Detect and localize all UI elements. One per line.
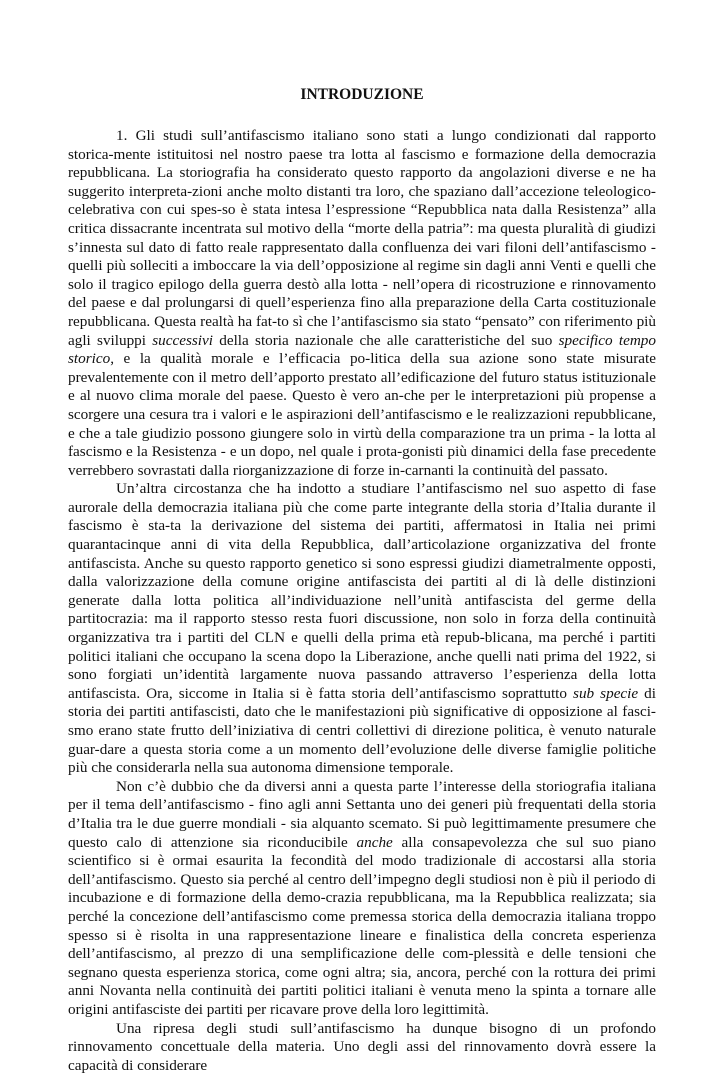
text-run: 1. Gli studi sull’antifascismo italiano sono stati a lungo condizionati dal rapporto storica-mente istituitosi nel nostro paese tra lotta al fascismo e formazione della democrazia repubblicana. La storiografia ha considerato questo rapporto da angolazioni diverse e ne ha suggerito interpreta-zioni anche molto distanti tra loro, che spaziano dall’accezione teleologico-celebrativa con cui spes-so è stata intesa l’espressione “Repubblica nata dalla Resistenza” alla critica dissacrante incentrata sul motivo della “morte della patria”: ma questa pluralità di giudizi s’innesta sul dato di fatto reale rappresentato dalla confluenza dei vari filoni dell’antifascismo - quelli più solleciti a imboccare la via dell’opposizione al regime sin dagli anni Venti e quelli che solo il tragico epilogo della guerra destò alla lotta - nell’opera di ricostruzione e rinnovamento del paese e dal prolungarsi di quell’esperienza fino alla preparazione della Carta costituzionale repubblicana. Questa realtà ha fat-to sì che l’antifascismo sia stato “pensato” con riferimento più agli sviluppi bbox=[68, 127, 656, 349]
text-run: di storia dei partiti antifascisti, dato che le manifestazioni più significative di opposizione al fasci-smo erano state frutto dell’iniziativa di centri collettivi di direzione politica, è venuto naturale guar-dare a questa storia come a un momento dell’evoluzione delle diverse famiglie politiche più che considerarla nella sua autonoma dimensione temporale. bbox=[68, 685, 656, 776]
text-run: Un’altra circostanza che ha indotto a studiare l’antifascismo nel suo aspetto di fase aurorale della democrazia italiana più che come parte integrante della storia d’Italia durante il fascismo è sta-ta la derivazione del sistema dei partiti, affermatosi in Italia nei primi quarantacinque anni di vita della Repubblica, dall’articolazione organizzativa del fronte antifascista. Anche su questo rapporto genetico si sono espressi giudizi diametralmente opposti, dalla valorizzazione della comune origine antifascista dei partiti al di là delle distinzioni generate dalla lotta politica all’individuazione nell’unità antifascista del germe della partitocrazia: ma il rapporto stesso resta fuori discussione, non solo in forza della continuità organizzativa tra i partiti del CLN e quelli della prima età repub-blicana, ma perché i partiti politici italiani che occupano la scena dopo la Liberazione, anche quelli nati prima del 1922, si sono forgiati un’identità largamente nuova passando attraverso l’esperienza della lotta antifascista. Ora, siccome in Italia si è fatta storia dell’antifascismo soprattutto bbox=[68, 480, 656, 702]
paragraph-4 bbox=[68, 1020, 656, 1075]
italic-text: sub specie bbox=[573, 685, 638, 702]
page-title: INTRODUZIONE bbox=[68, 85, 656, 105]
text-run: della storia nazionale che alle caratteristiche del suo bbox=[213, 332, 559, 349]
text-run: Una ripresa degli studi sull’antifascismo ha dunque bisogno di un profondo rinnovamento concettuale della materia. Uno degli assi del rinnovamento dovrà essere la capacità di considerare bbox=[68, 1020, 656, 1074]
text-run: , e la qualità morale e l’efficacia po-litica della sua azione sono state misurate prevalentemente con il metro dell’apporto prestato all’edificazione del futuro status istituzionale e al nuovo clima morale del paese. Questo è vero an-che per le interpretazioni più propense a scorgere una cesura tra i valori e le aspirazioni dell’antifascismo e le realizzazioni repubblicane, e che a tale giudizio possono giungere solo in virtù della comparazione tra un prima - la lotta al fascismo e la Resistenza - e un dopo, nel quale i prota-gonisti più dinamici della fase precedente verrebbero sovrastati dalla riorganizzazione di forze in-carnanti la continuità del passato. bbox=[68, 350, 656, 479]
paragraph-1 bbox=[68, 127, 656, 480]
body-text bbox=[68, 127, 656, 1075]
document-page bbox=[68, 85, 656, 1075]
paragraph-3 bbox=[68, 778, 656, 1020]
italic-text: successivi bbox=[152, 332, 213, 349]
paragraph-2 bbox=[68, 480, 656, 778]
text-run: alla consapevolezza che sul suo piano scientifico si è ormai esaurita la fecondità del modo tradizionale di accostarsi alla storia dell’antifascismo. Questo sia perché al centro dell’impegno degli studiosi non è più il periodo di incubazione e di formazione della demo-crazia repubblicana, ma la Repubblica realizzata; sia perché la concezione dell’antifascismo come premessa storica della democrazia italiana troppo spesso si è risolta in una rappresentazione lineare e finalistica della concreta esperienza dell’antifascismo, al prezzo di una semplificazione delle com-plessità e delle tensioni che segnano questa esperienza storica, come ogni altra; sia, ancora, perché con la rottura dei primi anni Novanta nella continuità dei partiti politici italiani è venuta meno la spinta a tornare alle origini antifasciste dei partiti per ricavare prove della loro legittimità. bbox=[68, 834, 656, 1018]
italic-text: anche bbox=[357, 834, 393, 851]
text-run: Non c’è dubbio che da diversi anni a questa parte l’interesse della storiografia italiana per il tema dell’antifascismo - fino agli anni Settanta uno dei generi più frequentati della storia d’Italia tra le due guerre mondiali - sia alquanto scemato. Si può legittimamente presumere che questo calo di attenzione sia riconducibile bbox=[68, 778, 656, 851]
italic-text: specifico tempo storico bbox=[68, 332, 656, 368]
